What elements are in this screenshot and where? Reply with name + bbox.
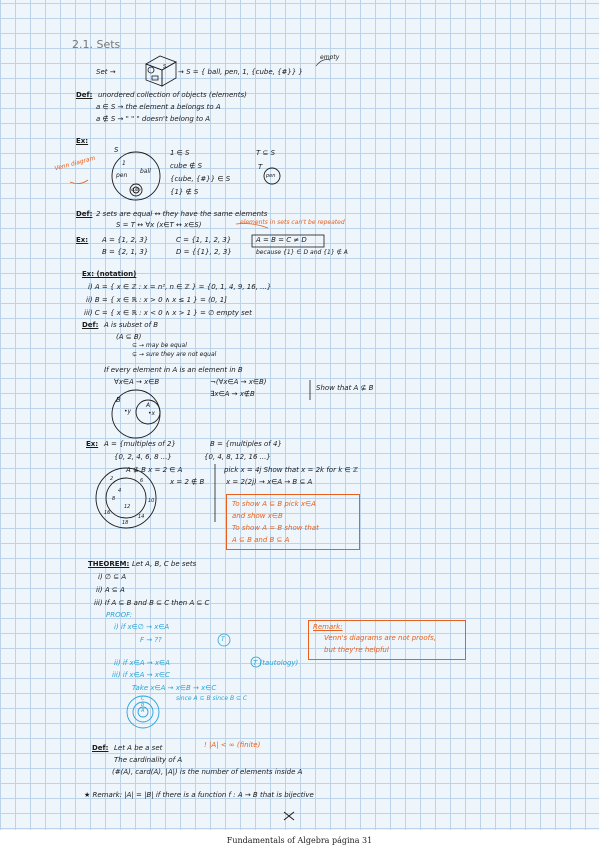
subset-neq: ⊊ → sure they are not equal [132, 351, 217, 358]
t-subset-statement: T ⊆ S [256, 149, 276, 157]
box-contents: S [163, 64, 167, 70]
set-label: Set → [96, 68, 116, 76]
equality-box-text: A = B = C ≠ D [256, 236, 307, 244]
remark-line-2: but they're helpful [324, 646, 389, 654]
venn-theorem-b: B [141, 702, 145, 708]
card-remark: ★ Remark: |A| = |B| if there is a function f : A → B that is bijective [84, 791, 314, 799]
card-finite: ! |A| < ∞ (finite) [204, 741, 261, 749]
set-definition: → S = { ball, pen, 1, {cube, {#}} } [178, 68, 303, 76]
multiples-b-list: {0, 4, 8, 12, 16 ...} [204, 453, 271, 461]
venn-note: Venn diagram [53, 154, 97, 173]
venn-num: 10 [148, 498, 155, 504]
card-line3: (#(A), card(A), |A|) is the number of elements inside A [112, 768, 303, 776]
venn-b-label: B [116, 396, 121, 404]
multiples-a-list: {0, 2, 4, 6, 8 ...} [114, 453, 172, 461]
ex1-statement-4: {1} ∉ S [170, 188, 199, 196]
def1-belongs: a ∈ S → the element a belongs to A [96, 103, 221, 111]
multiples-keyword: Ex: [86, 440, 99, 448]
tip-line-4: A ⊆ B and B ⊆ A [232, 536, 290, 544]
venn-x-point: •x [148, 410, 156, 417]
notation-ii: ii) B = { x ∈ ℝ : x > 0 ∧ x ≤ 1 } = (0, 1] [86, 296, 227, 304]
subset-neg1: ¬(∀x∈A → x∈B) [210, 378, 267, 386]
def1-keyword: Def: [76, 91, 93, 99]
venn-theorem-a: A [141, 708, 145, 714]
empty-note: empty [320, 54, 340, 61]
subset-eq: ⊆ → may be equal [132, 342, 187, 349]
venn-num: 6 [140, 478, 144, 484]
ex1-statement-2: cube ∉ S [170, 162, 203, 170]
page-title: 2.1. Sets [72, 38, 121, 51]
repeat-note: elements in sets can't be repeated [240, 219, 345, 226]
venn-s-item-cube: cube [131, 187, 141, 192]
subset-keyword: Def: [82, 321, 99, 329]
venn-note-arrow [70, 180, 88, 184]
card-keyword: Def: [92, 744, 109, 752]
subset-neg2: ∃x∈A → x∉B [210, 390, 255, 398]
def2-keyword: Def: [76, 210, 93, 218]
notation-iii: iii) C = { x ∈ ℝ : x < 0 ∧ x > 1 } = ∅ empty set [84, 309, 252, 317]
def2-formula: S = T ↔ ∀x (x∈T ↔ x∈S) [116, 221, 202, 229]
venn-num: 8 [112, 496, 116, 502]
proof-1b: F → ?? [140, 636, 162, 644]
set-a: A = {1, 2, 3} [102, 236, 149, 244]
subset-show: Show that A ⊈ B [316, 384, 374, 392]
theorem-keyword: THEOREM: [88, 560, 130, 568]
venn-s-label: S [114, 146, 119, 154]
tip-line-1: To show A ⊆ B pick x∈A [232, 500, 316, 508]
multiples-pick: pick x = 4j Show that x = 2k for k ∈ ℤ [224, 466, 359, 474]
multiples-a: A = {multiples of 2} [104, 440, 176, 448]
remark-title: Remark: [313, 623, 343, 631]
venn-num: 16 [104, 510, 111, 516]
notation-keyword: Ex: (notation) [82, 270, 137, 278]
theorem-ii: ii) A ⊆ A [96, 586, 125, 594]
subset-if-line: If every element in A is an element in B [104, 366, 243, 374]
def1-text: unordered collection of objects (elements) [98, 91, 247, 99]
subset-text: A is subset of B [104, 321, 159, 329]
proof-1-true: T [221, 636, 225, 643]
def2-text: 2 sets are equal ↔ they have the same elements [96, 210, 268, 218]
def2-ex-keyword: Ex: [76, 236, 89, 244]
proof-2: ii) if x∈A → x∈A [114, 659, 170, 667]
set-b: B = {2, 1, 3} [102, 248, 149, 256]
venn-a-label: A [146, 402, 151, 409]
set-c: C = {1, 1, 2, 3} [176, 236, 232, 244]
multiples-x2: x = 2 ∉ B [170, 478, 205, 486]
proof-3b: Take x∈A → x∈B → x∈C [132, 684, 217, 692]
proof-3: iii) if x∈A → x∈C [112, 671, 170, 679]
notation-i: i) A = { x ∈ ℤ : x = n², n ∈ ℤ } = {0, 1, 4, 9, 16, ...} [88, 283, 272, 291]
proof-keyword: PROOF: [106, 611, 133, 619]
ex1-keyword: Ex: [76, 137, 89, 145]
venn-s-item-1: 1 [122, 160, 126, 167]
ex1-statement-1: 1 ∈ S [170, 149, 190, 157]
venn-num: 12 [124, 504, 131, 510]
venn-theorem-c: C [141, 696, 145, 702]
def1-notbelongs: a ∉ S → " " " doesn't belong to A [96, 115, 211, 123]
venn-num: 2 [110, 476, 114, 482]
remark-line-1: Venn's diagrams are not proofs, [324, 634, 436, 642]
venn-multiples [96, 468, 156, 528]
venn-num: 14 [138, 514, 145, 520]
venn-num: 18 [122, 520, 129, 526]
venn-t-item: pen [266, 173, 276, 179]
box-icon [146, 56, 176, 86]
multiples-notsub: A ⊈ B x = 2 ∈ A [126, 466, 183, 474]
because-note: because {1} ∈ D and {1} ∉ A [256, 249, 348, 256]
card-line2: The cardinality of A [114, 756, 183, 764]
theorem-iii: iii) If A ⊆ B and B ⊆ C then A ⊆ C [94, 599, 210, 607]
subset-notation: (A ⊆ B) [116, 333, 142, 341]
tip-line-3: To show A = B show that [232, 524, 319, 532]
theorem-i: i) ∅ ⊆ A [98, 573, 127, 581]
venn-t-label: T [258, 163, 263, 171]
page-footer: Fundamentals of Algebra página 31 [226, 836, 373, 845]
proof-1: i) if x∈∅ → x∈A [114, 623, 170, 631]
ex1-statement-3: {cube, {#}} ∈ S [170, 175, 231, 183]
venn-s-item-ball: ball [140, 168, 151, 175]
subset-forall: ∀x∈A → x∈B [114, 378, 160, 386]
proof-2-tautology: T (tautology) [253, 659, 299, 667]
tip-line-2: and show x∈B [232, 512, 283, 520]
venn-y-point: •y [124, 408, 132, 415]
venn-s-item-pen: pen [116, 172, 128, 179]
set-d: D = {{1}, 2, 3} [176, 248, 232, 256]
theorem-text: Let A, B, C be sets [132, 560, 197, 568]
proof-3c: since A ⊆ B since B ⊆ C [176, 695, 248, 702]
multiples-x2j: x = 2(2j) → x∈A → B ⊆ A [226, 478, 313, 486]
card-text: Let A be a set [114, 744, 163, 752]
multiples-b: B = {multiples of 4} [210, 440, 282, 448]
venn-num: 4 [118, 488, 122, 494]
